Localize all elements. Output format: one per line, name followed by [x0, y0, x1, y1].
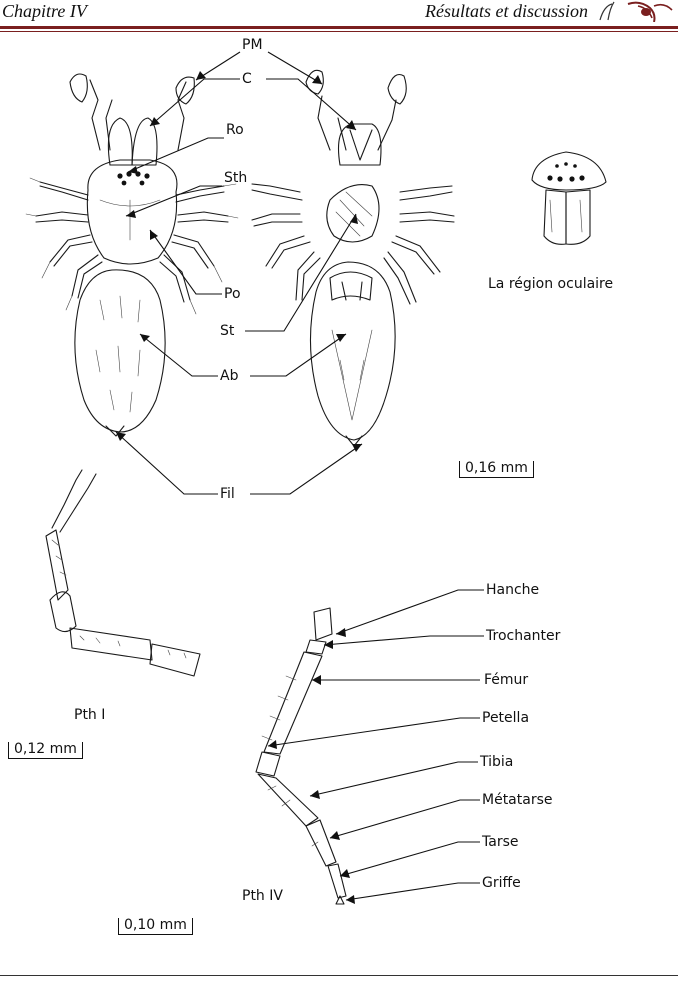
- leg-label-pointers: [268, 590, 484, 900]
- label-griffe: Griffe: [482, 875, 521, 891]
- label-femur: Fémur: [484, 672, 529, 688]
- scale-bar-leg1: 0,12 mm: [8, 742, 83, 759]
- pointer-arrowheads: [116, 71, 362, 904]
- label-st: St: [220, 323, 235, 339]
- label-pm: PM: [242, 37, 263, 53]
- scale-bar-body: 0,16 mm: [459, 461, 534, 478]
- footer-rule: [0, 975, 678, 976]
- leg1-caption: Pth I: [74, 707, 106, 723]
- scale-bar-leg4: 0,10 mm: [118, 918, 193, 935]
- dorsal-view-drawing: [26, 74, 238, 436]
- leg-pth-i-drawing: [46, 470, 200, 676]
- label-hanche: Hanche: [486, 582, 540, 598]
- label-po: Po: [224, 286, 241, 302]
- label-petella: Petella: [482, 710, 530, 726]
- leg4-caption: Pth IV: [242, 888, 283, 904]
- label-ab: Ab: [220, 368, 239, 384]
- label-fil: Fil: [220, 486, 235, 502]
- label-tibia: Tibia: [480, 754, 514, 770]
- label-trochanter: Trochanter: [486, 628, 561, 644]
- label-tarse: Tarse: [482, 834, 519, 850]
- section-title: Résultats et discussion: [425, 1, 588, 21]
- ocular-region-drawing: [532, 152, 606, 244]
- label-sth: Sth: [224, 170, 248, 186]
- chapter-label: Chapitre IV: [2, 1, 87, 21]
- label-c: C: [242, 71, 252, 87]
- label-ro: Ro: [226, 122, 244, 138]
- label-metatarse: Métatarse: [482, 792, 553, 808]
- leg-pth-iv-drawing: [256, 608, 346, 904]
- ocular-region-caption: La région oculaire: [488, 276, 614, 292]
